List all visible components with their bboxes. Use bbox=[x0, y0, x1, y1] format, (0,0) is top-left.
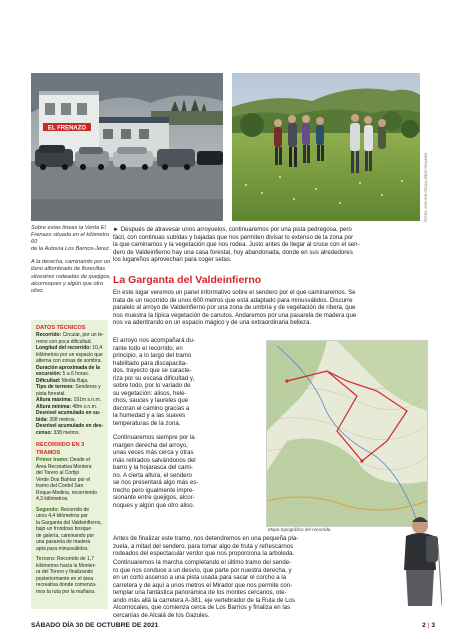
datos-title: DATOS TÉCNICOS bbox=[36, 325, 86, 331]
text-line: dos, trayecto que se caracte- bbox=[113, 367, 192, 375]
caption-line: A la derecha, caminando por un bbox=[31, 259, 111, 266]
text-line: chos, sauces y laureles que bbox=[113, 397, 189, 405]
text-line: Alcornocales, que comienza cerca de Los Barrios y finaliza en las bbox=[113, 604, 291, 612]
text-line: su vegetación: alisos, hele- bbox=[113, 389, 187, 397]
tramo-label: Primer tramo: bbox=[36, 457, 69, 463]
caption-line: de la Autovía Los Barrios-Jerez. bbox=[31, 246, 111, 253]
datos-value: recreativa donde comenza- bbox=[36, 582, 97, 588]
text-line: los lugareños aprovechan para coger setas. bbox=[113, 256, 232, 264]
datos-label: Recorrido: bbox=[36, 332, 62, 338]
datos-value: de galería, caminando por bbox=[36, 532, 95, 539]
datos-tecnicos-box bbox=[31, 320, 108, 609]
text-line: paralelo al arroyo de Valdeinfierno por una zona de umbría y de vegetación de ribera, que bbox=[113, 304, 356, 312]
datos-value: 191m s.n.m. bbox=[72, 397, 102, 403]
datos-value: 5 a 6 horas. bbox=[61, 371, 90, 377]
map-caption: Mapa topográfico del recorrido. bbox=[268, 527, 332, 532]
datos-value: Circular, por un te- bbox=[61, 332, 104, 338]
text-line: templar una fantástica panorámica de los montes cercanos, ote- bbox=[113, 589, 287, 597]
datos-label: Dificultad: bbox=[36, 377, 61, 384]
photo-caption bbox=[31, 225, 111, 295]
datos-label: censo: bbox=[36, 429, 53, 436]
text-line: Continuaremos siempre por la bbox=[113, 434, 195, 441]
datos-label: Desnivel acumulado en su- bbox=[36, 410, 101, 416]
datos-value: Verde Dos Bahías por el bbox=[36, 476, 91, 483]
caption-line: Frenazo situada en el kilómetro 60 bbox=[31, 232, 110, 246]
text-line: ► Después de atravesar unos arroyuelos, continuaremos por una pista pedregosa, pero bbox=[113, 226, 352, 233]
datos-label: Tipo de terreno: bbox=[36, 384, 74, 390]
caption-line: olivo. bbox=[31, 287, 45, 294]
text-line: en un corto ascenso a una pista usada para sacar el corcho a la bbox=[113, 574, 287, 582]
datos-value: del Torero al Cortijo bbox=[36, 470, 80, 476]
topographic-map bbox=[266, 340, 428, 527]
venta-el-frenazo-photo bbox=[31, 73, 223, 221]
datos-label: Altura máxima: bbox=[36, 397, 73, 403]
datos-label: Altura mínima: bbox=[36, 403, 72, 410]
tramo-label: Tercero: bbox=[36, 556, 56, 562]
text-line: rante todo el recorrido, en bbox=[113, 344, 183, 352]
datos-value: Desde el bbox=[68, 457, 90, 463]
datos-value: 4,3 kilómetros. bbox=[36, 496, 69, 502]
section-paragraph bbox=[113, 289, 422, 327]
datos-value: pista forestal. bbox=[36, 390, 66, 397]
datos-list bbox=[36, 332, 104, 436]
section-title: La Garganta del Valdeinfierno bbox=[113, 274, 262, 286]
text-line: zuela, a mitad del sendero, para tomar algo de fruta y refrescarnos bbox=[113, 542, 294, 550]
datos-line bbox=[36, 430, 104, 437]
datos-value: Media-Baja. bbox=[60, 377, 89, 384]
datos-value: posteriormente en el área bbox=[36, 575, 93, 582]
tramos-title: RECORRIDO EN 3 TRAMOS bbox=[36, 442, 85, 456]
text-line: cercanías de Alcalá de los Gazules. bbox=[113, 611, 210, 619]
text-line: habilitado para discapacita- bbox=[113, 359, 188, 367]
svg-text:·: · bbox=[367, 369, 368, 372]
page-number-right: 3 bbox=[431, 622, 436, 629]
datos-value: 338 metros. bbox=[52, 429, 80, 436]
datos-value: Recorrido de bbox=[59, 506, 90, 513]
caption-line: silvestres rodeadas de quejigos, bbox=[31, 273, 111, 280]
text-line: se nos presentará algo más es- bbox=[113, 479, 199, 487]
photo-credit: FOTOS: ARCHIVO GRAZALEÑOS PASAMOS bbox=[424, 152, 428, 222]
datos-value: alterna con zonas de sombra. bbox=[36, 358, 102, 364]
datos-value: Senderos y bbox=[73, 384, 101, 390]
text-line: trata de un recorrido de unos 600 metros que está adaptado para minusválidos. Discurre bbox=[113, 296, 353, 304]
text-line: la que caminamos y la vegetación que nos rodea. Justo antes de llegar al cruce con el sen- bbox=[113, 241, 360, 249]
text-line: no. A cierta altura, el sendero bbox=[113, 471, 192, 479]
text-line: rodeados del espectacular verdor que nos proporciona la arboleda. bbox=[113, 550, 295, 558]
text-line: Antes de finalizar este tramo, nos detendremos en una pequeña pla- bbox=[113, 535, 299, 542]
text-line: la humedad y a las suaves bbox=[113, 412, 186, 420]
datos-value: 308 metros. bbox=[47, 416, 76, 423]
intro-paragraph bbox=[113, 226, 422, 264]
text-line: decoran el camino gracias a bbox=[113, 404, 190, 412]
text-line: nos muestra la típica vegetación de canutos. Andaremos por una pasarela de madera que bbox=[113, 311, 357, 319]
tramos-list bbox=[36, 457, 104, 595]
column-paragraph-1 bbox=[113, 337, 261, 428]
footer-date: SÁBADO DÍA 30 DE OCTUBRE DE 2021 bbox=[31, 622, 159, 629]
datos-label: Desnivel acumulado en des- bbox=[36, 423, 104, 429]
text-line: unas veces más cerca y otras bbox=[113, 449, 194, 457]
bottom-paragraph-1 bbox=[113, 535, 403, 558]
text-line: principio, a lo largo del tramo bbox=[113, 352, 192, 360]
datos-value: tramo del Cordel San bbox=[36, 483, 84, 489]
datos-value: una pasarela de madera bbox=[36, 539, 91, 545]
datos-value: ra del Torero y finalizando bbox=[36, 569, 94, 575]
text-line: En este lugar veremos un panel informativo sobre el sendero por el que caminaremos. Se bbox=[113, 289, 356, 296]
datos-label: Duración aproximada de la bbox=[36, 364, 100, 371]
tramo-label: Segundo: bbox=[36, 506, 60, 513]
datos-value: unos 4,4 kilómetros por bbox=[36, 513, 88, 519]
text-line: sionante entre quejigos, alcor- bbox=[113, 494, 195, 502]
text-line: fácil, con continuas subidas y bajadas que nos permiten divisar lo extenso de la zona por bbox=[113, 233, 354, 241]
datos-value: 10,4 bbox=[91, 345, 103, 351]
hiker-photo bbox=[398, 514, 442, 606]
text-line: ando más allá la carretera A-381, eje vertebrador de la Ruta de Los bbox=[113, 596, 295, 604]
text-line: nos va adentrando en un espacio mágico y de una extraordinaria belleza. bbox=[113, 319, 312, 327]
text-line: carretera y de aquí a unos metros el Mirador que nos permite con- bbox=[113, 581, 293, 589]
datos-value: Recorrido de 1,7 bbox=[55, 556, 94, 562]
datos-value: kilómetros por un espacio que bbox=[36, 351, 103, 358]
text-line: sobre todo, por lo variado de bbox=[113, 382, 191, 390]
datos-value: Roque-Medina, recorriendo bbox=[36, 489, 97, 496]
page-numbers: 2 | 3 bbox=[422, 622, 436, 629]
text-line: dero de Valdeinfierno hay una casa forestal, hoy abandonada, donde en sus alrededores bbox=[113, 248, 353, 256]
datos-value: mos la ruta por la mañana. bbox=[36, 588, 96, 595]
datos-value: Área Recreativa Montera bbox=[36, 463, 92, 470]
text-line: El arroyo nos acompañará du- bbox=[113, 337, 195, 344]
datos-label: bida: bbox=[36, 416, 48, 423]
bottom-paragraph-2 bbox=[113, 559, 403, 619]
datos-value: 48m s.n.m. bbox=[71, 403, 98, 410]
datos-line bbox=[36, 589, 104, 596]
text-line: más retirados salvándonos del bbox=[113, 456, 196, 464]
text-line: riza por su escasa dificultad y, bbox=[113, 374, 195, 382]
datos-label: excursión: bbox=[36, 371, 62, 377]
caption-line: alcornoques y algún que otro bbox=[31, 280, 104, 287]
hikers-meadow-photo bbox=[232, 73, 420, 221]
datos-label: Longitud del recorrido: bbox=[36, 345, 91, 351]
datos-value: la Garganta del Valdeinfierno, bbox=[36, 519, 102, 526]
text-line: ro que nos conduce a un desvío, que parte por nuestra derecha, y bbox=[113, 566, 292, 574]
text-line: Continuaremos la marcha completando el último tramo del sende- bbox=[113, 559, 292, 566]
text-line: margen derecha del arroyo, bbox=[113, 441, 188, 449]
svg-text:·: · bbox=[297, 361, 298, 364]
page-number-left: 2 bbox=[422, 622, 426, 629]
svg-text:EL FRENAZO: EL FRENAZO bbox=[47, 125, 87, 132]
datos-value: rreno con poca dificultad. bbox=[36, 338, 92, 345]
datos-value: apta para minusválidos. bbox=[36, 545, 89, 552]
caption-line: Sobre estas líneas la Venta El bbox=[31, 225, 106, 231]
svg-text:·: · bbox=[387, 489, 388, 492]
datos-value: kilómetros hacia la Monter- bbox=[36, 562, 97, 569]
text-line: barro y la hojarasca del cami- bbox=[113, 464, 193, 472]
text-line: trecho pero igualmente impre- bbox=[113, 486, 195, 494]
text-line: noques y algún que otro aliso. bbox=[113, 501, 195, 509]
text-line: temperaturas de la zona. bbox=[113, 420, 181, 428]
caption-line: llano alfombrado de florecillas bbox=[31, 266, 106, 273]
datos-value: bajo un frondoso bosque bbox=[36, 526, 92, 532]
column-paragraph-2 bbox=[113, 434, 261, 509]
